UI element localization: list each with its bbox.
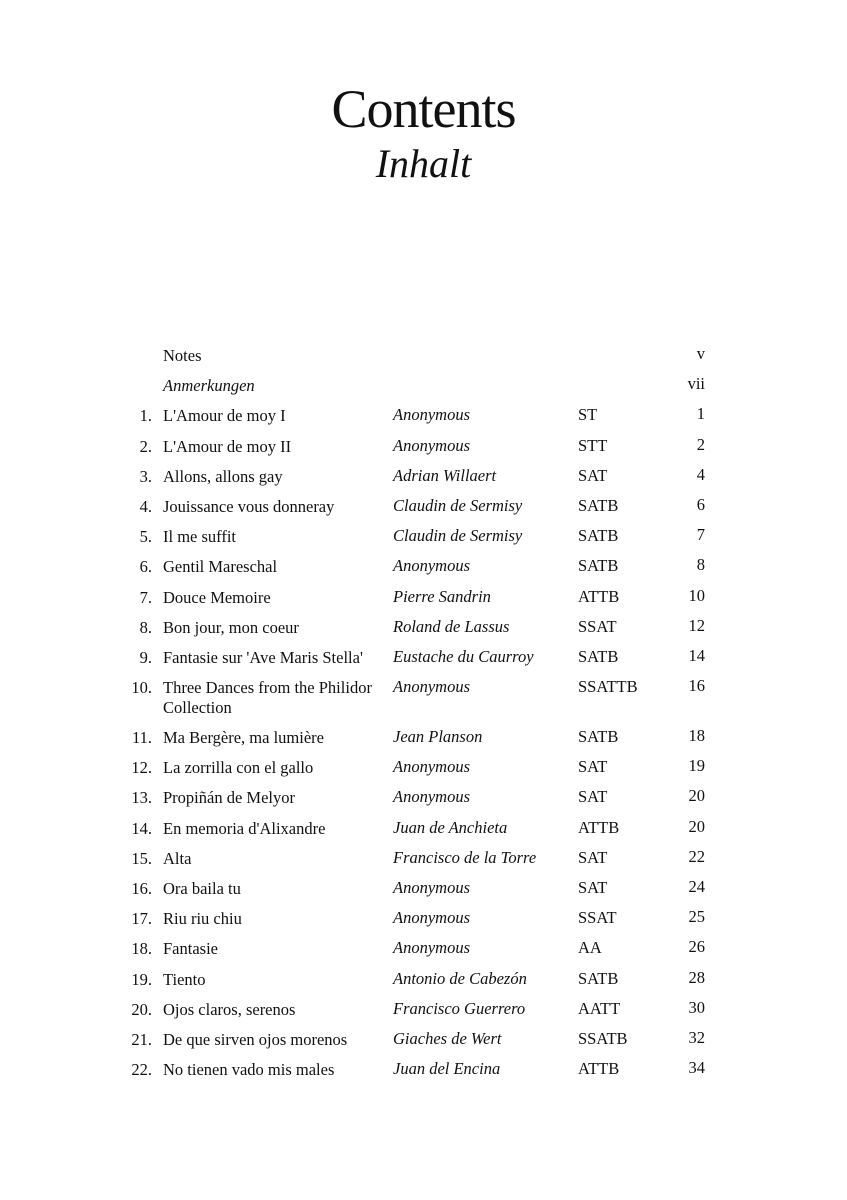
entry-composer: Anonymous: [393, 435, 470, 455]
entry-number: 10.: [131, 678, 152, 698]
entry-composer: Anonymous: [393, 938, 470, 958]
entry-number: 4.: [139, 496, 152, 516]
entry-number: 11.: [131, 728, 152, 748]
entry-number: 13.: [131, 788, 152, 808]
entry-voicing: SAT: [578, 465, 608, 485]
entry-title: Douce Memoire: [163, 587, 271, 607]
entry-title: Fantasie: [163, 939, 218, 959]
toc-entry-row: [0, 582, 847, 612]
entry-page: 16: [688, 676, 705, 696]
toc-entry-row: [0, 873, 847, 903]
toc-notes-label: Notes: [163, 346, 202, 365]
entry-number: 7.: [139, 587, 152, 607]
entry-title: Ojos claros, serenos: [163, 999, 296, 1019]
entry-page: 8: [696, 555, 705, 575]
entry-title: Fantasie sur 'Ave Maris Stella': [163, 647, 363, 667]
toc-entry-row: [0, 1054, 847, 1084]
entry-title: Alta: [163, 848, 192, 868]
entry-title: Propiñán de Melyor: [163, 788, 295, 808]
entry-voicing: AA: [578, 938, 602, 958]
entry-voicing: SATB: [578, 646, 619, 666]
entry-composer: Anonymous: [393, 908, 470, 928]
entry-voicing: ATTB: [578, 817, 620, 837]
toc-entry-row: [0, 843, 847, 873]
toc-anmerkungen-label: Anmerkungen: [163, 376, 255, 396]
entry-page: 2: [696, 434, 705, 454]
entry-page: 24: [688, 877, 705, 896]
entry-page: 18: [688, 726, 705, 746]
entry-page: 22: [688, 846, 705, 866]
entry-composer: Anonymous: [393, 757, 470, 777]
toc-notes-row: [0, 340, 847, 370]
entry-page: 32: [688, 1027, 705, 1047]
entry-voicing: AATT: [578, 998, 621, 1018]
entry-composer: Eustache du Caurroy: [393, 646, 534, 666]
entry-composer: Pierre Sandrin: [393, 586, 491, 606]
entry-page: 12: [688, 615, 705, 635]
entry-page: 14: [688, 645, 705, 665]
page-title: Contents: [331, 79, 516, 139]
entry-page: 6: [696, 494, 705, 514]
toc-entry-row: [0, 461, 847, 491]
entry-page: 26: [688, 937, 705, 957]
entry-page: 19: [688, 756, 705, 776]
entry-title: Il me suffit: [163, 527, 237, 547]
toc-entry-row: [0, 903, 847, 933]
entry-composer: Roland de Lassus: [393, 616, 510, 636]
entry-composer: Antonio de Cabezón: [393, 968, 527, 988]
toc-entry-row: [0, 400, 847, 430]
toc-entry-row: [0, 964, 847, 994]
entry-voicing: STT: [578, 435, 608, 455]
entry-title: Ora baila tu: [163, 879, 241, 898]
entry-number: 3.: [139, 466, 152, 486]
toc-anmerkungen-page: vii: [687, 374, 705, 394]
toc-entry-row: [0, 1024, 847, 1054]
entry-voicing: SSAT: [578, 616, 617, 636]
toc-entry-row: [0, 431, 847, 461]
entry-composer: Juan de Anchieta: [393, 817, 508, 837]
entry-voicing: ATTB: [578, 1059, 620, 1079]
entry-title: Three Dances from the Philidor Collection: [163, 678, 372, 718]
entry-number: 21.: [131, 1029, 152, 1049]
entry-number: 9.: [139, 647, 152, 667]
entry-page: 25: [688, 907, 705, 927]
toc-entry-row: [0, 491, 847, 521]
entry-composer: Anonymous: [393, 405, 470, 425]
entry-composer: Anonymous: [393, 677, 470, 697]
entry-number: 18.: [131, 939, 152, 959]
entry-number: 12.: [131, 758, 152, 778]
toc-entry-row: [0, 933, 847, 963]
entry-title: Ma Bergère, ma lumière: [163, 728, 324, 748]
table-of-contents: [0, 340, 847, 1084]
entry-voicing: SSATTB: [578, 677, 638, 697]
entry-voicing: SAT: [578, 757, 608, 777]
entry-voicing: SAT: [578, 878, 608, 897]
entry-composer: Juan del Encina: [393, 1059, 501, 1079]
entry-composer: Claudin de Sermisy: [393, 495, 523, 515]
toc-entry-row: [0, 642, 847, 672]
entry-title: L'Amour de moy II: [163, 436, 292, 456]
entry-voicing: SATB: [578, 727, 619, 747]
entry-title: De que sirven ojos morenos: [163, 1029, 348, 1049]
entry-number: 14.: [131, 818, 152, 838]
entry-page: 4: [696, 464, 705, 484]
entry-title: En memoria d'Alixandre: [163, 818, 326, 838]
entry-composer: Adrian Willaert: [393, 465, 497, 485]
entry-voicing: SATB: [578, 526, 619, 546]
entry-title: No tienen vado mis males: [163, 1060, 335, 1080]
entry-number: 2.: [139, 436, 152, 456]
entry-number: 16.: [131, 879, 152, 898]
entry-page: 7: [696, 525, 705, 545]
toc-entry-row: [0, 752, 847, 782]
entry-composer: Anonymous: [393, 878, 470, 897]
toc-entry-row: [0, 813, 847, 843]
toc-entries: [0, 400, 847, 1084]
entry-page: 1: [696, 404, 705, 424]
entry-title: Gentil Mareschal: [163, 557, 278, 577]
entry-voicing: SAT: [578, 847, 608, 867]
toc-entry-row: [0, 722, 847, 752]
entry-number: 8.: [139, 617, 152, 637]
entry-page: 34: [688, 1058, 705, 1078]
entry-voicing: SATB: [578, 968, 619, 988]
entry-composer: Anonymous: [393, 787, 470, 807]
entry-composer: Jean Planson: [393, 727, 483, 747]
entry-page: 10: [688, 585, 705, 605]
entry-number: 5.: [139, 527, 152, 547]
entry-page: 30: [688, 997, 705, 1017]
toc-entry-row: [0, 521, 847, 551]
entry-number: 6.: [139, 557, 152, 577]
entry-title: La zorrilla con el gallo: [163, 758, 314, 778]
entry-page: 28: [688, 967, 705, 987]
entry-title: Jouissance vous donneray: [163, 496, 335, 516]
entry-page: 20: [688, 786, 705, 806]
entry-number: 22.: [131, 1060, 152, 1080]
entry-composer: Giaches de Wert: [393, 1028, 502, 1048]
entry-composer: Anonymous: [393, 556, 470, 576]
entry-composer: Claudin de Sermisy: [393, 526, 523, 546]
entry-voicing: ATTB: [578, 586, 620, 606]
entry-number: 19.: [131, 969, 152, 989]
entry-title: L'Amour de moy I: [163, 406, 286, 426]
entry-voicing: SAT: [578, 787, 608, 807]
toc-entry-row: [0, 994, 847, 1024]
entry-number: 17.: [131, 909, 152, 929]
toc-entry-row: [0, 672, 847, 722]
entry-voicing: SATB: [578, 495, 619, 515]
entry-title: Tiento: [163, 969, 206, 989]
entry-title: Bon jour, mon coeur: [163, 617, 299, 637]
entry-number: 1.: [139, 406, 152, 426]
entry-voicing: SATB: [578, 556, 619, 576]
entry-number: 15.: [131, 848, 152, 868]
entry-voicing: SSAT: [578, 908, 617, 928]
toc-entry-row: [0, 551, 847, 581]
toc-entry-row: [0, 782, 847, 812]
toc-anmerkungen-row: [0, 370, 847, 400]
entry-composer: Francisco de la Torre: [393, 847, 537, 867]
entry-composer: Francisco Guerrero: [393, 998, 526, 1018]
page-subtitle: Inhalt: [375, 141, 472, 186]
entry-title: Riu riu chiu: [163, 909, 242, 929]
toc-entry-row: [0, 612, 847, 642]
toc-notes-page: v: [696, 344, 705, 363]
entry-voicing: ST: [578, 405, 598, 425]
entry-voicing: SSATB: [578, 1028, 628, 1048]
entry-number: 20.: [131, 999, 152, 1019]
entry-page: 20: [688, 816, 705, 836]
entry-title: Allons, allons gay: [163, 466, 283, 486]
